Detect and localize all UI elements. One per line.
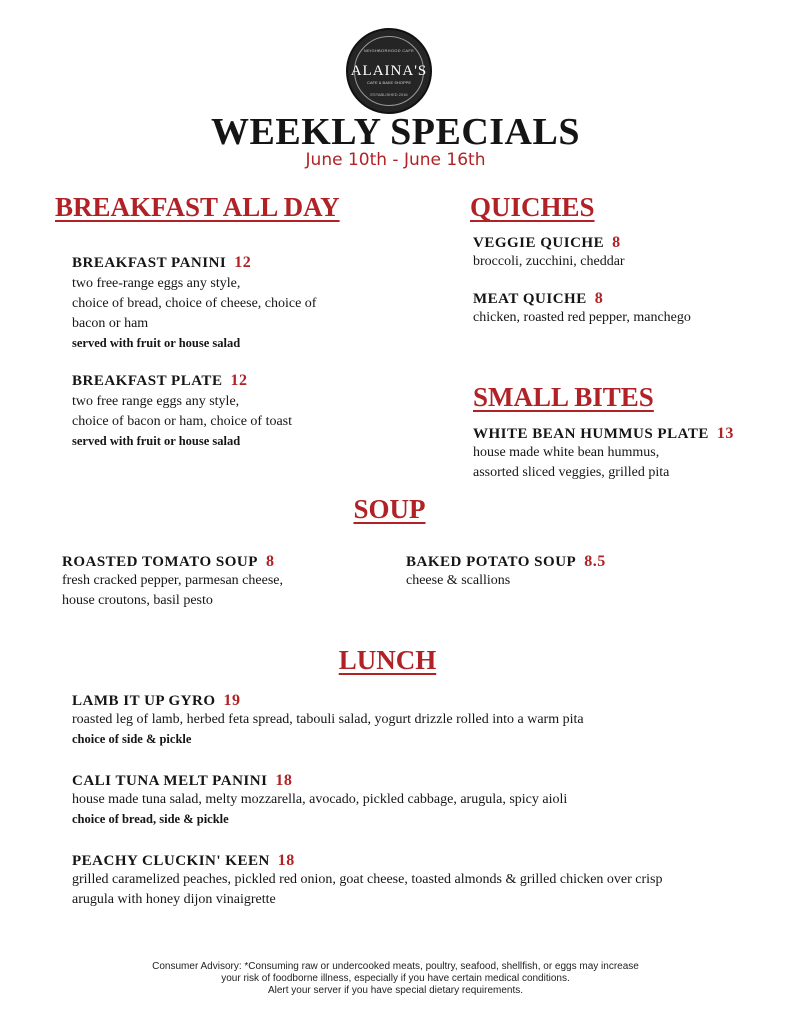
consumer-advisory: Consumer Advisory: *Consuming raw or undercooked meats, poultry, seafood, shellfish, or eggs may increase your risk of foodborne illness, especially if you have certain medical conditions. Alert your server if you have special dietary requirements. bbox=[152, 961, 639, 996]
item-description: two free range eggs any style, choice of bacon or ham, choice of toast bbox=[72, 394, 293, 429]
section-heading-soup: SOUP bbox=[353, 494, 426, 524]
menu-item-peachy-cluckin-keen bbox=[72, 852, 663, 910]
item-note: choice of side & pickle bbox=[72, 732, 192, 746]
item-name: WHITE BEAN HUMMUS PLATE bbox=[473, 426, 709, 442]
logo-top-text: NEIGHBORHOOD CAFE bbox=[363, 48, 415, 53]
item-price: 12 bbox=[230, 372, 248, 389]
item-price: 8.5 bbox=[584, 553, 606, 570]
item-price: 8 bbox=[594, 290, 604, 307]
item-price: 12 bbox=[234, 254, 252, 271]
menu-item-roasted-tomato-soup bbox=[62, 553, 283, 611]
item-description: chicken, roasted red pepper, manchego bbox=[473, 310, 691, 325]
item-price: 13 bbox=[716, 425, 734, 442]
logo-subtitle: CAFE & BAKE SHOPPE bbox=[366, 80, 411, 85]
item-price: 19 bbox=[223, 692, 241, 709]
logo-name: ALAINA'S bbox=[350, 63, 428, 79]
item-price: 8 bbox=[265, 553, 275, 570]
section-heading-small-bites: SMALL BITES bbox=[473, 382, 654, 412]
menu-item-baked-potato-soup bbox=[406, 553, 606, 591]
menu-item-lamb-gyro bbox=[72, 692, 584, 748]
cafe-logo bbox=[346, 28, 432, 114]
item-description: broccoli, zucchini, cheddar bbox=[473, 254, 625, 269]
menu-item-breakfast-panini bbox=[72, 254, 316, 352]
item-price: 8 bbox=[612, 234, 621, 251]
item-name: MEAT QUICHE bbox=[473, 291, 587, 307]
logo-bottom-text: ESTABLISHED 2016 bbox=[370, 92, 408, 97]
section-heading-lunch: LUNCH bbox=[338, 645, 437, 675]
item-note: served with fruit or house salad bbox=[72, 434, 241, 448]
item-name: BREAKFAST PLATE bbox=[72, 373, 223, 389]
item-name: LAMB IT UP GYRO bbox=[72, 693, 216, 709]
item-name: VEGGIE QUICHE bbox=[473, 235, 605, 251]
item-description: grilled caramelized peaches, pickled red onion, goat cheese, toasted almonds & grilled chicken over crisp arugula with honey dijon vinaigrette bbox=[72, 872, 663, 907]
item-description: two free-range eggs any style, choice of bread, choice of cheese, choice of bacon or ham bbox=[72, 276, 317, 331]
section-heading-quiches: QUICHES bbox=[470, 192, 595, 222]
menu-item-veggie-quiche bbox=[473, 234, 625, 272]
item-name: ROASTED TOMATO SOUP bbox=[62, 554, 258, 570]
menu-item-breakfast-plate bbox=[72, 372, 292, 450]
item-note: choice of bread, side & pickle bbox=[72, 812, 229, 826]
item-description: house made white bean hummus, assorted sliced veggies, grilled pita bbox=[473, 445, 670, 480]
page-title: WEEKLY SPECIALS bbox=[211, 111, 580, 153]
item-name: BAKED POTATO SOUP bbox=[406, 554, 577, 570]
item-name: BREAKFAST PANINI bbox=[72, 255, 227, 271]
item-price: 18 bbox=[277, 852, 295, 869]
item-description: house made tuna salad, melty mozzarella, avocado, pickled cabbage, arugula, spicy aioli bbox=[72, 792, 568, 807]
item-price: 18 bbox=[275, 772, 293, 789]
section-heading-breakfast: BREAKFAST ALL DAY bbox=[55, 192, 340, 222]
menu-item-tuna-melt-panini bbox=[72, 772, 567, 828]
item-name: PEACHY CLUCKIN' KEEN bbox=[72, 853, 270, 869]
item-description: cheese & scallions bbox=[406, 573, 511, 588]
date-range: June 10th - June 16th bbox=[305, 150, 486, 170]
item-name: CALI TUNA MELT PANINI bbox=[72, 773, 268, 789]
item-note: served with fruit or house salad bbox=[72, 336, 241, 350]
item-description: fresh cracked pepper, parmesan cheese, house croutons, basil pesto bbox=[62, 573, 283, 608]
menu-item-hummus-plate bbox=[473, 425, 734, 483]
menu-item-meat-quiche bbox=[473, 290, 691, 328]
item-description: roasted leg of lamb, herbed feta spread, tabouli salad, yogurt drizzle rolled into a warm pita bbox=[72, 712, 584, 727]
